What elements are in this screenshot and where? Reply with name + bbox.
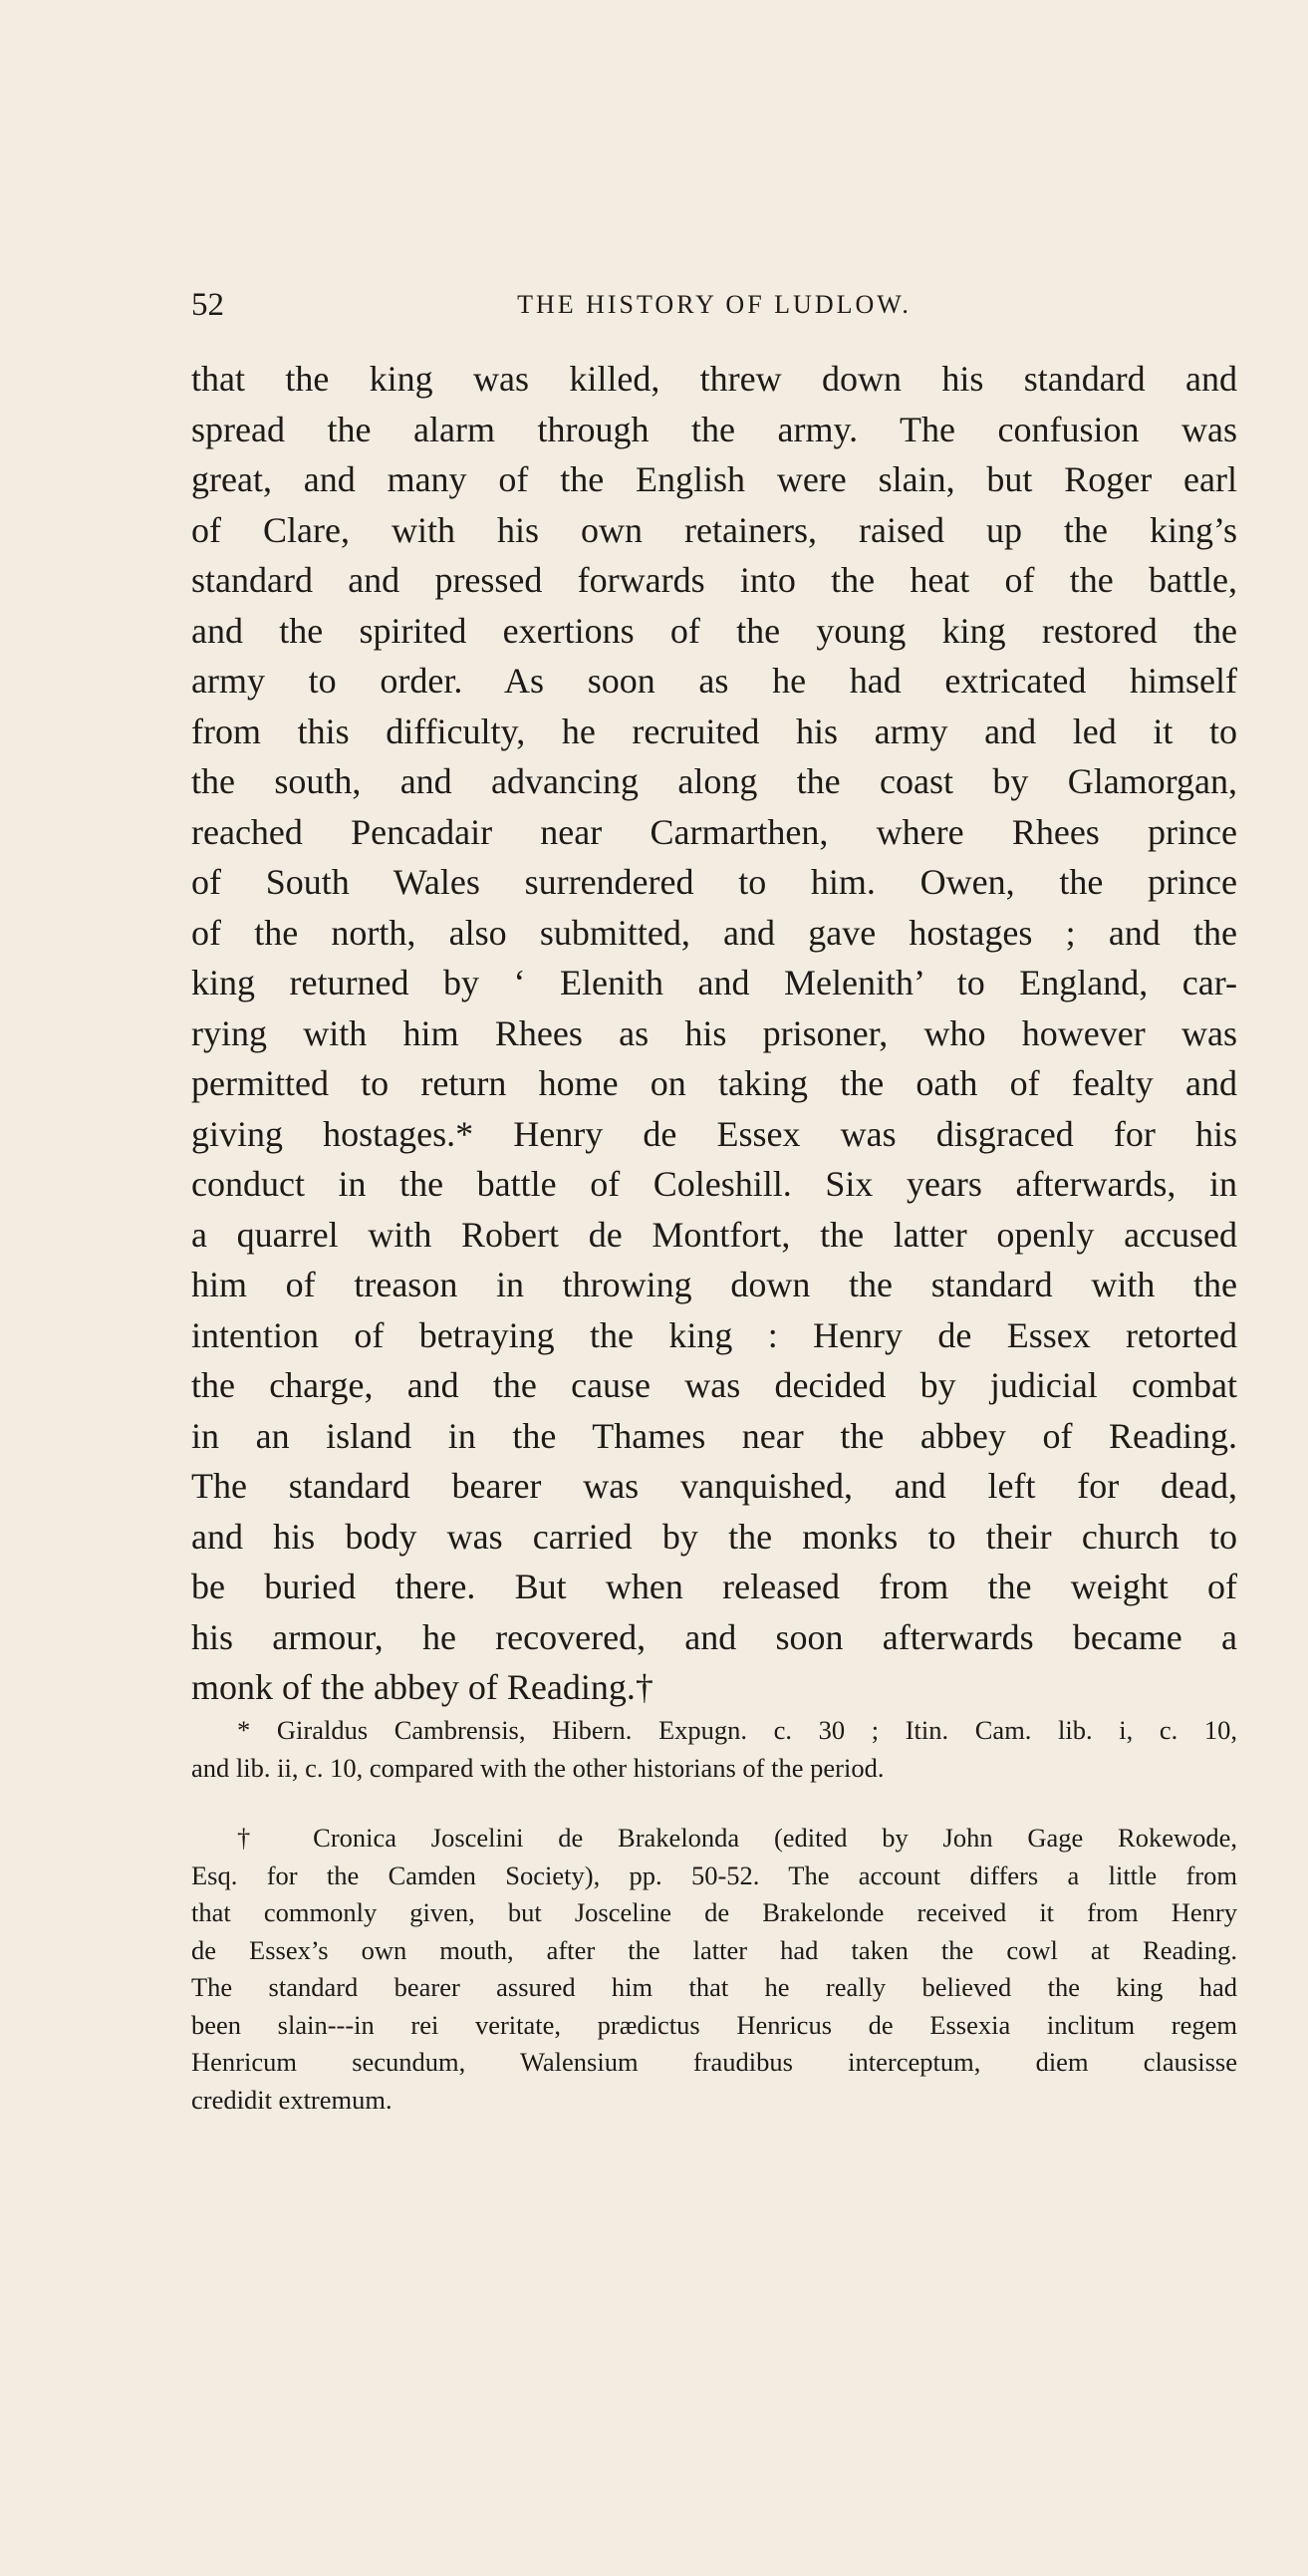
text-line: the charge, and the cause was decided by judicial combat	[191, 1365, 1237, 1405]
text-line: conduct in the battle of Coleshill. Six years afterwards, in	[191, 1164, 1237, 1204]
text-line: great, and many of the English were slain, but Roger earl	[191, 459, 1237, 499]
page-header	[191, 285, 1237, 325]
text-line: rying with him Rhees as his prisoner, who however was	[191, 1012, 1237, 1053]
text-line: intention of betraying the king : Henry de Essex retorted	[191, 1314, 1237, 1355]
footnote-cronica	[191, 1820, 1237, 2119]
text-line: in an island in the Thames near the abbey of Reading.	[191, 1415, 1237, 1456]
footnote-giraldus	[191, 1712, 1237, 1787]
text-line: be buried there. But when released from the weight of	[191, 1567, 1237, 1606]
text-line: reached Pencadair near Carmarthen, where Rhees prince	[191, 811, 1237, 852]
text-line: permitted to return home on taking the oath of fealty and	[191, 1063, 1237, 1103]
running-head: THE HISTORY OF LUDLOW.	[517, 290, 912, 319]
footnote-line: credidit extremum.	[191, 2084, 392, 2115]
text-line: and the spirited exertions of the young king restored the	[191, 610, 1237, 651]
text-line: of South Wales surrendered to him. Owen, the prince	[191, 862, 1237, 902]
footnote-line: Esq. for the Camden Society), pp. 50-52. The account differs a little from	[191, 1860, 1237, 1890]
text-line: monk of the abbey of Reading.†	[191, 1667, 654, 1707]
text-line: a quarrel with Robert de Montfort, the latter openly accused	[191, 1214, 1237, 1255]
footnote-line: The standard bearer assured him that he really believed the king had	[191, 1972, 1237, 2002]
text-line: giving hostages.* Henry de Essex was disgraced for his	[191, 1113, 1237, 1154]
footnote-line: de Essex’s own mouth, after the latter had taken the cowl at Reading.	[191, 1934, 1237, 1965]
text-line: of Clare, with his own retainers, raised up the king’s	[191, 509, 1237, 550]
text-line: standard and pressed forwards into the heat of the battle,	[191, 560, 1237, 600]
footnote-line: * Giraldus Cambrensis, Hibern. Expugn. c. 30 ; Itin. Cam. lib. i, c. 10,	[237, 1715, 1237, 1745]
text-line: him of treason in throwing down the standard with the	[191, 1265, 1237, 1304]
footnote-line: Henricum secundum, Walensium fraudibus interceptum, diem clausisse	[191, 2047, 1237, 2077]
page-number: 52	[191, 287, 224, 323]
text-line: The standard bearer was vanquished, and left for dead,	[191, 1466, 1237, 1506]
text-line: king returned by ‘ Elenith and Melenith’ to England, car-	[191, 963, 1237, 1002]
footnote-line: been slain---in rei veritate, prædictus Henricus de Essexia inclitum regem	[191, 2009, 1237, 2040]
text-line: spread the alarm through the army. The confusion was	[191, 409, 1237, 449]
footnote-line: that commonly given, but Josceline de Brakelonde received it from Henry	[191, 1897, 1237, 1927]
text-line: that the king was killed, threw down his standard and	[191, 359, 1237, 399]
footnote-line: and lib. ii, c. 10, compared with the other historians of the period.	[191, 1752, 885, 1783]
text-line: from this difficulty, he recruited his army and led it to	[191, 711, 1237, 751]
text-line: and his body was carried by the monks to their church to	[191, 1516, 1237, 1557]
main-text	[191, 354, 1237, 1713]
text-line: of the north, also submitted, and gave hostages ; and the	[191, 912, 1237, 953]
text-line: the south, and advancing along the coast by Glamorgan,	[191, 761, 1237, 801]
footnote-line: † Cronica Joscelini de Brakelonda (edited by John Gage Rokewode,	[237, 1823, 1237, 1853]
text-line: army to order. As soon as he had extricated himself	[191, 661, 1237, 701]
text-line: his armour, he recovered, and soon afterwards became a	[191, 1616, 1237, 1657]
